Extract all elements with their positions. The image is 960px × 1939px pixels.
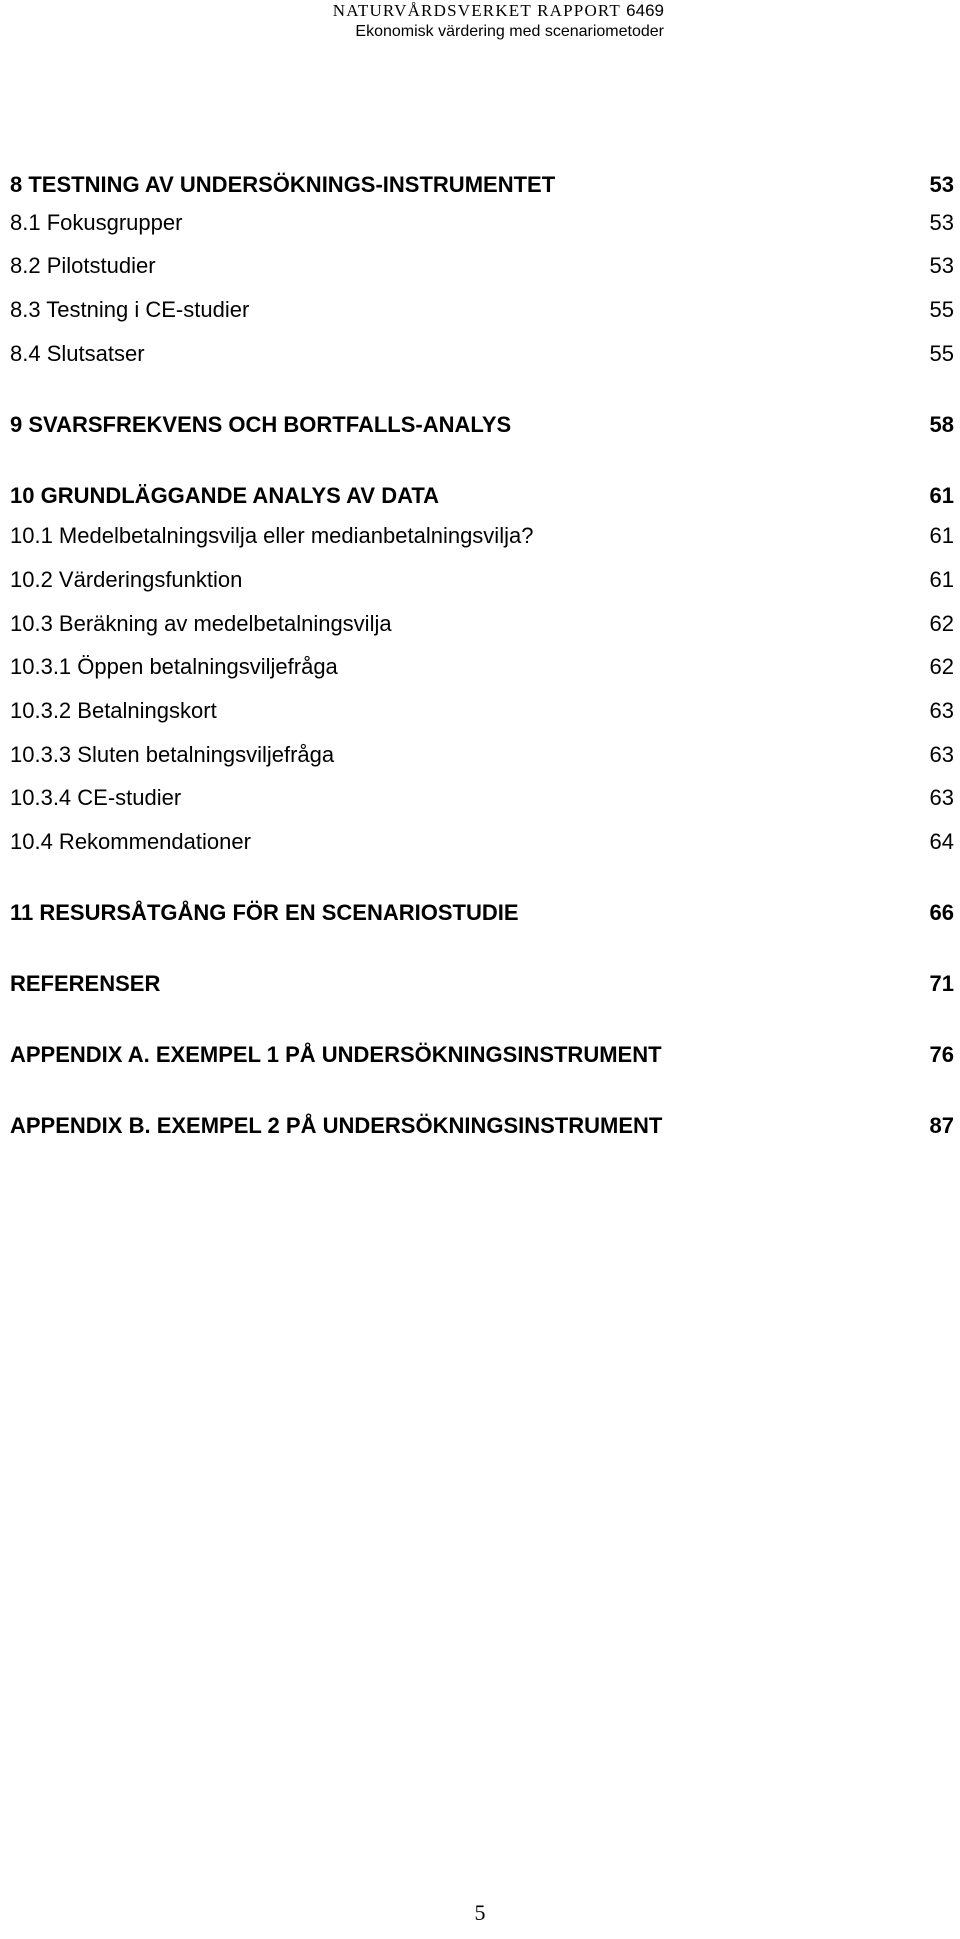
toc-entry-title: 10.3.2 Betalningskort — [10, 698, 217, 723]
toc-entry[interactable] — [10, 1040, 954, 1070]
toc-entry[interactable] — [10, 609, 954, 639]
toc-entry-title: REFERENSER — [10, 971, 161, 996]
toc-entry[interactable] — [10, 565, 954, 595]
toc-entry[interactable] — [10, 481, 954, 511]
toc-entry[interactable] — [10, 170, 954, 200]
toc-entry-page: 55 — [929, 297, 954, 322]
toc-entry-title: 8.1 Fokusgrupper — [10, 210, 183, 235]
toc-entry-page: 64 — [929, 829, 954, 854]
toc-entry-page: 63 — [929, 698, 954, 723]
toc-entry-page: 66 — [929, 900, 954, 925]
toc-entry[interactable] — [10, 652, 954, 682]
toc-entry-title: 11 RESURSÅTGÅNG FÖR EN SCENARIOSTUDIE — [10, 900, 519, 925]
toc-entry-page: 61 — [929, 523, 954, 548]
toc-entry-page: 63 — [929, 785, 954, 810]
toc-entry-page: 53 — [929, 210, 954, 235]
toc-entry-page: 76 — [929, 1042, 954, 1067]
toc-entry-title: 8 TESTNING AV UNDERSÖKNINGS-INSTRUMENTET — [10, 172, 556, 197]
toc-entry[interactable] — [10, 521, 954, 551]
toc-entry-page: 53 — [929, 253, 954, 278]
toc-entry[interactable] — [10, 696, 954, 726]
running-header — [333, 0, 664, 42]
toc-entry[interactable] — [10, 740, 954, 770]
toc-entry-title: 10.3 Beräkning av medelbetalningsvilja — [10, 611, 392, 636]
toc-entry[interactable] — [10, 339, 954, 369]
toc-entry[interactable] — [10, 251, 954, 281]
toc-entry-page: 55 — [929, 341, 954, 366]
toc-entry-page: 87 — [929, 1113, 954, 1138]
toc-entry[interactable] — [10, 898, 954, 928]
report-subtitle: Ekonomisk värdering med scenariometoder — [355, 23, 664, 40]
toc-entry-title: 10 GRUNDLÄGGANDE ANALYS AV DATA — [10, 483, 440, 508]
toc-entry-title: 10.3.3 Sluten betalningsviljefråga — [10, 742, 335, 767]
toc-entry-title: 10.1 Medelbetalningsvilja eller medianbetalningsvilja? — [10, 523, 534, 548]
toc-entry-title: 10.3.4 CE-studier — [10, 785, 182, 810]
page-number: 5 — [474, 1900, 486, 1925]
toc-entry-title: 10.2 Värderingsfunktion — [10, 567, 243, 592]
toc-entry-title: APPENDIX A. EXEMPEL 1 PÅ UNDERSÖKNINGSINSTRUMENT — [10, 1042, 662, 1067]
toc-entry-page: 71 — [929, 971, 954, 996]
toc-entry[interactable] — [10, 827, 954, 857]
toc-entry-title: APPENDIX B. EXEMPEL 2 PÅ UNDERSÖKNINGSINSTRUMENT — [10, 1113, 663, 1138]
toc-entry[interactable] — [10, 410, 954, 440]
toc-entry-page: 62 — [929, 611, 954, 636]
toc-entry-title: 10.4 Rekommendationer — [10, 829, 251, 854]
toc-entry[interactable] — [10, 295, 954, 325]
toc-entry-page: 53 — [929, 172, 954, 197]
toc-entry-title: 8.2 Pilotstudier — [10, 253, 156, 278]
toc-entry-page: 63 — [929, 742, 954, 767]
toc-entry[interactable] — [10, 783, 954, 813]
toc-entry-page: 62 — [929, 654, 954, 679]
toc-entry[interactable] — [10, 969, 954, 999]
report-prefix: NATURVÅRDSVERKET RAPPORT — [332, 1, 621, 20]
toc-entry-page: 61 — [929, 567, 954, 592]
report-title — [333, 0, 664, 22]
toc-entry[interactable] — [10, 208, 954, 238]
report-number: 6469 — [626, 1, 664, 20]
toc-entry-page: 58 — [929, 412, 954, 437]
toc-entry-page: 61 — [929, 483, 954, 508]
toc-entry-title: 9 SVARSFREKVENS OCH BORTFALLS-ANALYS — [10, 412, 512, 437]
toc-entry-title: 8.4 Slutsatser — [10, 341, 145, 366]
toc-entry[interactable] — [10, 1111, 954, 1141]
toc-entry-title: 10.3.1 Öppen betalningsviljefråga — [10, 654, 338, 679]
toc-entry-title: 8.3 Testning i CE-studier — [10, 297, 250, 322]
